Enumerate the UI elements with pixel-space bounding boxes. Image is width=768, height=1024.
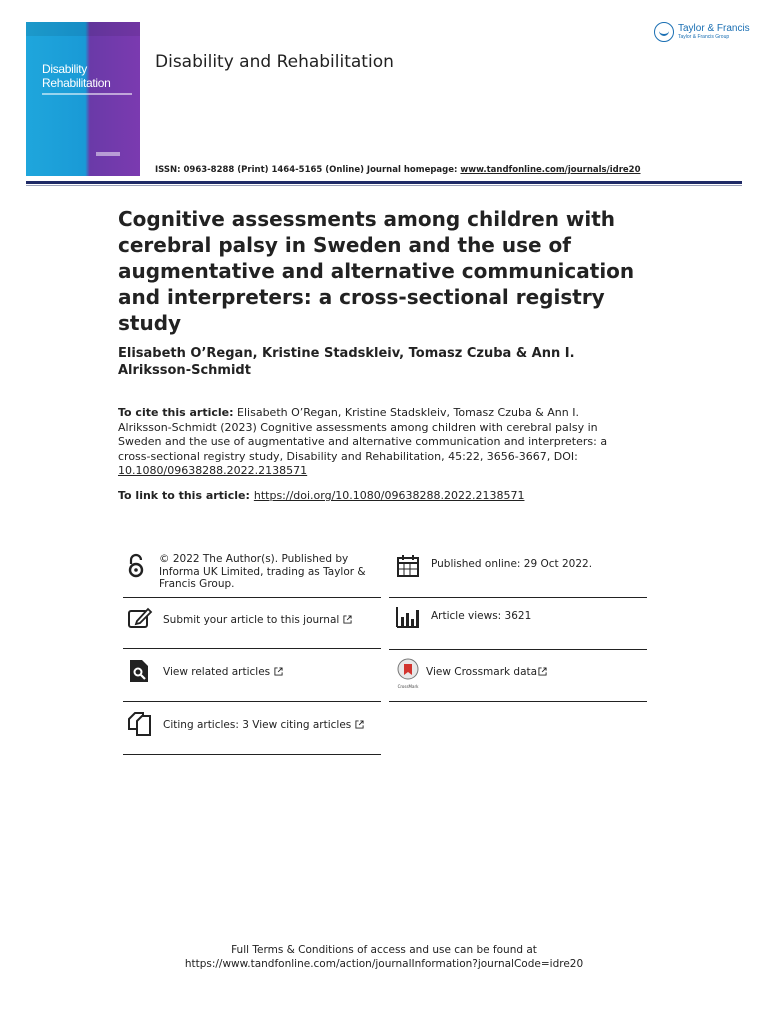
external-link-icon: [538, 667, 547, 676]
cover-title-line2: Rehabilitation: [42, 76, 111, 90]
open-access-icon: [123, 553, 149, 579]
publisher-name: Taylor & Francis: [678, 23, 750, 34]
header-rule-thin: [26, 185, 742, 186]
document-search-icon: [127, 658, 153, 684]
crossmark-cell[interactable]: [395, 658, 645, 689]
publisher-subname: Taylor & Francis Group: [678, 34, 730, 40]
divider: [123, 701, 381, 702]
issn-text: ISSN: 0963-8288 (Print) 1464-5165 (Online) Journal homepage:: [155, 165, 461, 175]
divider: [123, 648, 381, 649]
submit-article-cell[interactable]: [127, 605, 381, 631]
link-label: To link to this article:: [118, 489, 250, 502]
bar-chart-icon: [395, 605, 421, 631]
citing-articles-link[interactable]: Citing articles: 3 View citing articles: [163, 719, 352, 731]
cite-doi-link[interactable]: 10.1080/09638288.2022.2138571: [118, 464, 308, 477]
edit-icon: [127, 605, 153, 631]
license-text: © 2022 The Author(s). Published by Informa UK Limited, trading as Taylor & Francis Group.: [159, 553, 366, 590]
article-views-cell: [395, 605, 645, 631]
published-text: Published online: 29 Oct 2022.: [431, 558, 593, 570]
journal-title: Disability and Rehabilitation: [155, 52, 394, 72]
article-views-text: Article views: 3621: [431, 610, 532, 622]
divider: [389, 597, 647, 598]
terms-text: Full Terms & Conditions of access and use can be found at: [231, 944, 537, 956]
article-doi-link[interactable]: https://doi.org/10.1080/09638288.2022.2138571: [253, 489, 525, 502]
cover-subtitle-bar: [42, 93, 132, 95]
related-articles-cell[interactable]: [127, 658, 381, 684]
article-title: Cognitive assessments among children with cerebral palsy in Sweden and the use of augmentative and alternative communication and interpreters: a cross-sectional registry study: [118, 207, 635, 335]
divider: [123, 597, 381, 598]
crossmark-logo-text: CrossMark: [397, 684, 419, 689]
submit-article-link[interactable]: Submit your article to this journal: [163, 614, 340, 626]
citing-documents-icon: [127, 711, 153, 737]
terms-link[interactable]: https://www.tandfonline.com/action/journalInformation?journalCode=idre20: [184, 958, 584, 970]
terms-footer: [0, 943, 768, 971]
crossmark-logo: [395, 658, 421, 689]
calendar-icon: [395, 553, 421, 579]
open-access-cell: [123, 553, 383, 591]
cover-title-line1: Disability: [42, 62, 88, 76]
taylor-francis-logo-icon: [654, 22, 674, 42]
citing-articles-cell[interactable]: [127, 711, 381, 737]
header-rule: [26, 181, 742, 184]
cite-text: Elisabeth O’Regan, Kristine Stadskleiv, Tomasz Czuba & Ann I. Alriksson-Schmidt (2023) Cognitive assessments among children with cerebral palsy in Sweden and the use of augmentative and alternative communication and interpreters: a cross-sectional registry study, Disability and Rehabilitation, 45:22, 3656-3667, DOI:: [118, 406, 608, 463]
crossmark-link[interactable]: View Crossmark data: [426, 666, 538, 678]
crossmark-icon: [397, 658, 419, 680]
divider: [389, 649, 647, 650]
cover-publisher-mark: [96, 152, 120, 156]
citation-block: [118, 406, 618, 479]
journal-homepage-link[interactable]: www.tandfonline.com/journals/idre20: [460, 165, 641, 175]
article-link-line: [118, 489, 638, 503]
issn-line: [155, 165, 641, 175]
journal-cover-image: [26, 22, 140, 176]
publisher-logo: [654, 22, 750, 42]
external-link-icon: [274, 667, 283, 676]
divider: [389, 701, 647, 702]
article-authors: Elisabeth O’Regan, Kristine Stadskleiv, Tomasz Czuba & Ann I. Alriksson-Schmidt: [118, 346, 575, 378]
cover-top-strip: [26, 22, 140, 36]
external-link-icon: [355, 720, 364, 729]
divider: [123, 754, 381, 755]
related-articles-link[interactable]: View related articles: [163, 666, 271, 678]
external-link-icon: [343, 615, 352, 624]
published-cell: [395, 553, 645, 579]
cite-label: To cite this article:: [118, 406, 234, 419]
